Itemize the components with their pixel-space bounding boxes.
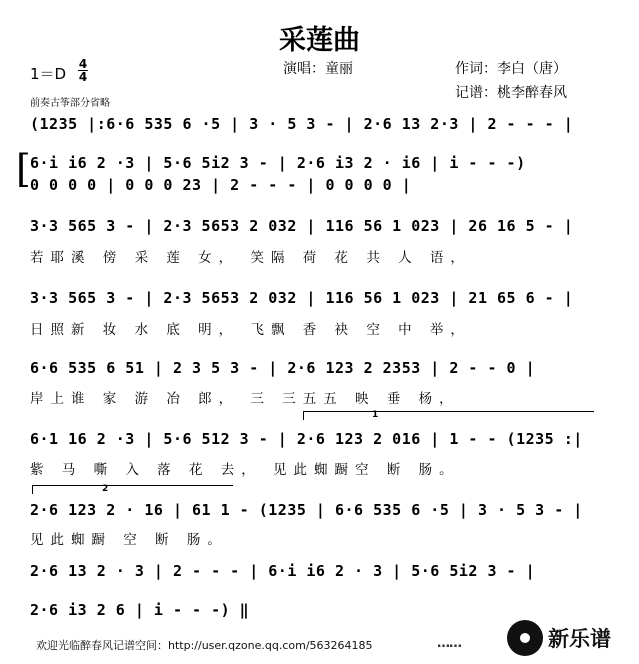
lyric-line-7: 见此蜘蹰 空 断 肠。 bbox=[30, 532, 228, 548]
score-line-2-lower: 0 0 0 0 | 0 0 0 23 | 2 - - - | 0 0 0 0 | bbox=[30, 176, 412, 194]
site-logo-text: 新乐谱 bbox=[548, 627, 611, 651]
lyric-line-5: 岸上谁 家 游 冶 郎， 三 三五五 映 垂 杨， bbox=[30, 391, 460, 407]
singer-credit: 演唱：童丽 bbox=[283, 61, 353, 77]
lyric-line-6: 紫 马 嘶 入 落 花 去， 见此蜘蹰空 断 肠。 bbox=[30, 462, 460, 478]
footer-text: 欢迎光临醉春风记谱空间：http://user.qzone.qq.com/563264185 bbox=[36, 639, 373, 652]
score-line-9: 2·6 i3 2 6 | i - - -) ‖ bbox=[30, 601, 250, 619]
time-signature-bottom: 4 bbox=[78, 70, 88, 84]
lyric-line-4: 日照新 妆 水 底 明， 飞飘 香 袂 空 中 举， bbox=[30, 322, 471, 338]
system-brace: [ bbox=[16, 147, 31, 191]
volta-number-1: 1 bbox=[372, 410, 379, 420]
footer-dots: …… bbox=[437, 636, 461, 651]
key-signature: 1＝D bbox=[30, 65, 67, 83]
volta-bracket-1 bbox=[303, 411, 594, 420]
time-signature-top: 4 bbox=[78, 57, 88, 71]
score-line-4: 3·3 565 3 - | 2·3 5653 2 032 | 116 56 1 023 | 21 65 6 - | bbox=[30, 289, 574, 307]
score-line-2-upper: 6·i i6 2 ·3 | 5·6 5i2 3 - | 2·6 i3 2 · i6 | i - - -) bbox=[30, 154, 526, 172]
record-disc-icon bbox=[507, 620, 543, 656]
score-line-5: 6·6 535 6 51 | 2 3 5 3 - | 2·6 123 2 2353 | 2 - - 0 | bbox=[30, 359, 536, 377]
lyric-line-3: 若耶溪 傍 采 莲 女， 笑隔 荷 花 共 人 语， bbox=[30, 250, 471, 266]
volta-number-2: 2 bbox=[102, 484, 109, 494]
score-line-8: 2·6 13 2 · 3 | 2 - - - | 6·i i6 2 · 3 | 5·6 5i2 3 - | bbox=[30, 562, 536, 580]
lyricist-credit: 作词：李白（唐） bbox=[455, 61, 567, 77]
score-line-7: 2·6 123 2 · 16 | 61 1 - (1235 | 6·6 535 6 ·5 | 3 · 5 3 - | bbox=[30, 501, 583, 519]
page-title: 采莲曲 bbox=[279, 25, 360, 56]
score-line-1: (1235 |:6·6 535 6 ·5 | 3 · 5 3 - | 2·6 13 2·3 | 2 - - - | bbox=[30, 115, 574, 133]
intro-note: 前奏古筝部分省略 bbox=[30, 98, 110, 109]
volta-bracket-2 bbox=[32, 485, 233, 494]
time-signature bbox=[78, 58, 88, 83]
score-line-6: 6·1 16 2 ·3 | 5·6 512 3 - | 2·6 123 2 016 | 1 - - (1235 :| bbox=[30, 430, 583, 448]
transcriber-credit: 记谱：桃李醉春风 bbox=[455, 85, 567, 101]
score-line-3: 3·3 565 3 - | 2·3 5653 2 032 | 116 56 1 023 | 26 16 5 - | bbox=[30, 217, 574, 235]
